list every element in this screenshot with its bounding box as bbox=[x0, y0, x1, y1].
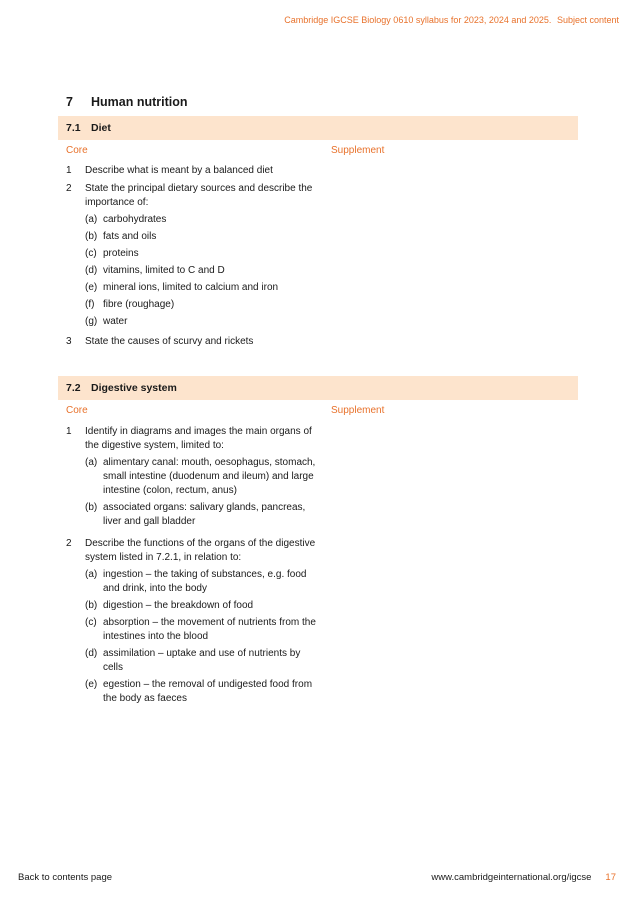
sub-item-letter: (e) bbox=[85, 679, 98, 690]
sub-item-text: associated organs: salivary glands, pancreas, liver and gall bladder bbox=[103, 502, 306, 527]
sub-item-letter: (f) bbox=[85, 299, 95, 310]
sub-item-text: digestion – the breakdown of food bbox=[103, 600, 254, 611]
list-item bbox=[66, 335, 316, 349]
sub-item-letter: (d) bbox=[85, 265, 98, 276]
sub-item-text: egestion – the removal of undigested food from the body as faeces bbox=[103, 679, 313, 704]
supplement-column-label: Supplement bbox=[331, 405, 385, 416]
sub-item-letter: (a) bbox=[85, 214, 98, 225]
sub-list-item bbox=[85, 456, 316, 498]
core-list-digestive-system bbox=[66, 425, 316, 706]
header-subtitle: Subject content bbox=[556, 15, 619, 25]
sub-list bbox=[85, 568, 316, 706]
header-title: Cambridge IGCSE Biology 0610 syllabus for 2023, 2024 and 2025. bbox=[284, 15, 552, 25]
section-header-digestive-system bbox=[58, 376, 578, 400]
sub-item-letter: (b) bbox=[85, 600, 98, 611]
sub-item-text: mineral ions, limited to calcium and iron bbox=[103, 282, 279, 293]
sub-list-item bbox=[85, 298, 316, 312]
sub-list-item bbox=[85, 213, 316, 227]
sub-list-item bbox=[85, 264, 316, 278]
sub-item-text: ingestion – the taking of substances, e.g. food and drink, into the body bbox=[103, 569, 307, 594]
sub-list bbox=[85, 456, 316, 529]
sub-list-item bbox=[85, 678, 316, 706]
section-title: Diet bbox=[91, 122, 111, 134]
website-link[interactable]: www.cambridgeinternational.org/igcse bbox=[431, 872, 592, 883]
back-to-contents-link[interactable]: Back to contents page bbox=[18, 872, 113, 883]
sub-list-item bbox=[85, 568, 316, 596]
sub-item-text: fats and oils bbox=[103, 231, 157, 242]
supplement-column-label: Supplement bbox=[331, 145, 385, 156]
sub-list-item bbox=[85, 599, 316, 613]
sub-item-text: fibre (roughage) bbox=[103, 299, 175, 310]
sub-item-letter: (d) bbox=[85, 648, 98, 659]
item-number: 2 bbox=[66, 183, 72, 194]
sub-item-letter: (g) bbox=[85, 316, 98, 327]
item-text: State the principal dietary sources and describe the importance of: bbox=[85, 183, 313, 208]
core-list-diet bbox=[66, 164, 316, 349]
item-number: 1 bbox=[66, 165, 72, 176]
item-text: State the causes of scurvy and rickets bbox=[85, 336, 254, 347]
sub-list-item bbox=[85, 247, 316, 261]
sub-list-item bbox=[85, 501, 316, 529]
chapter-number: 7 bbox=[66, 95, 73, 109]
list-item bbox=[66, 182, 316, 210]
sub-item-text: proteins bbox=[103, 248, 139, 259]
sub-item-text: vitamins, limited to C and D bbox=[103, 265, 225, 276]
sub-list bbox=[85, 213, 316, 329]
sub-item-letter: (c) bbox=[85, 248, 97, 259]
sub-item-letter: (e) bbox=[85, 282, 98, 293]
item-text: Describe the functions of the organs of the digestive system listed in 7.2.1, in relation to: bbox=[85, 538, 316, 563]
sub-item-letter: (c) bbox=[85, 617, 97, 628]
section-number: 7.2 bbox=[66, 382, 81, 394]
sub-item-letter: (a) bbox=[85, 457, 98, 468]
page-footer-right bbox=[431, 872, 616, 883]
chapter-title: Human nutrition bbox=[91, 95, 188, 109]
item-number: 3 bbox=[66, 336, 72, 347]
core-column-label: Core bbox=[66, 145, 88, 156]
list-item bbox=[66, 164, 316, 178]
sub-item-letter: (b) bbox=[85, 231, 98, 242]
chapter-heading bbox=[66, 95, 188, 109]
sub-item-text: absorption – the movement of nutrients from the intestines into the blood bbox=[103, 617, 316, 642]
sub-item-text: assimilation – uptake and use of nutrients by cells bbox=[103, 648, 301, 673]
page-number: 17 bbox=[605, 872, 616, 883]
section-header-diet bbox=[58, 116, 578, 140]
item-text: Describe what is meant by a balanced diet bbox=[85, 165, 273, 176]
sub-item-letter: (b) bbox=[85, 502, 98, 513]
sub-item-text: carbohydrates bbox=[103, 214, 167, 225]
core-column-label: Core bbox=[66, 405, 88, 416]
item-text: Identify in diagrams and images the main organs of the digestive system, limited to: bbox=[85, 426, 312, 451]
sub-list-item bbox=[85, 647, 316, 675]
item-number: 1 bbox=[66, 426, 72, 437]
sub-list-item bbox=[85, 281, 316, 295]
section-title: Digestive system bbox=[91, 382, 177, 394]
sub-item-text: water bbox=[103, 316, 128, 327]
page-header bbox=[284, 15, 619, 25]
sub-list-item bbox=[85, 616, 316, 644]
list-item bbox=[66, 537, 316, 565]
list-item bbox=[66, 425, 316, 453]
item-number: 2 bbox=[66, 538, 72, 549]
sub-list-item bbox=[85, 315, 316, 329]
sub-item-letter: (a) bbox=[85, 569, 98, 580]
section-number: 7.1 bbox=[66, 122, 81, 134]
sub-item-text: alimentary canal: mouth, oesophagus, stomach, small intestine (duodenum and ileum) and large intestine (colon, rectum, anus) bbox=[103, 457, 316, 496]
sub-list-item bbox=[85, 230, 316, 244]
